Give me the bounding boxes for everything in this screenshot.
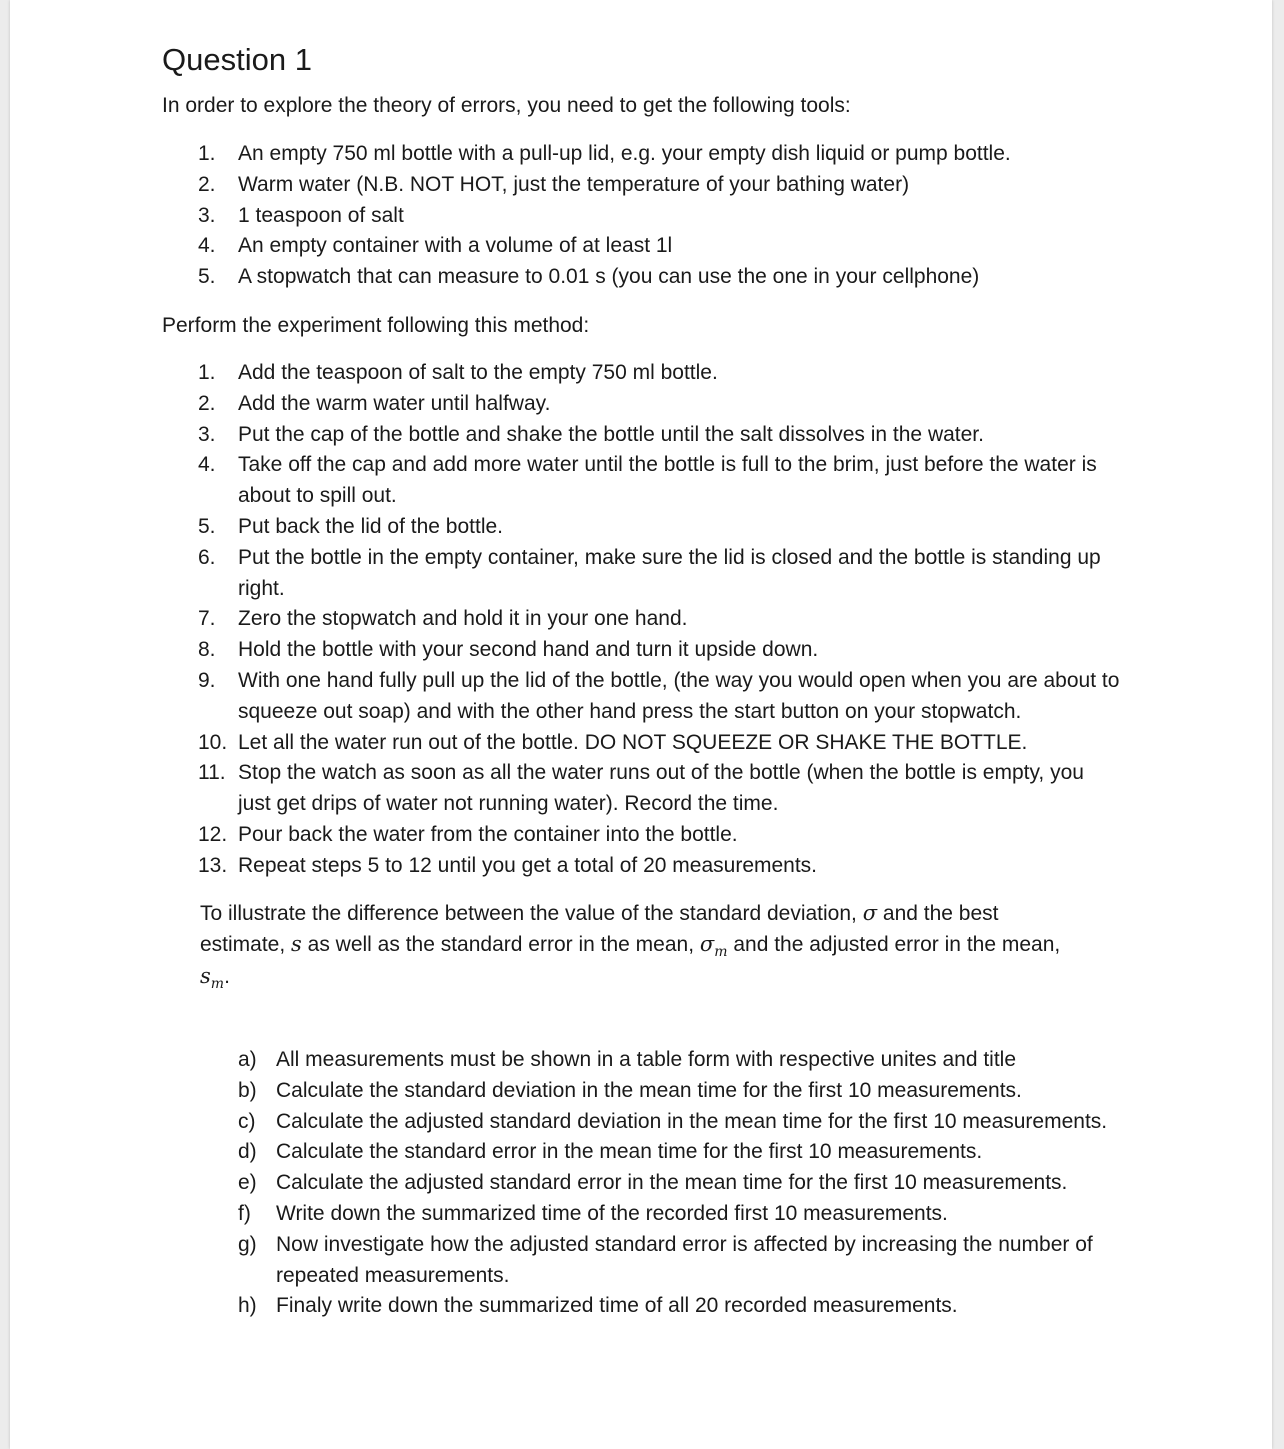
question-part	[162, 1076, 1122, 1107]
step-number: 8.	[198, 638, 216, 662]
question-parts-list	[162, 1045, 1122, 1322]
question-part	[162, 1107, 1122, 1138]
step-text: Put the cap of the bottle and shake the bottle until the salt dissolves in the water.	[238, 422, 984, 446]
illustrate-text-2: and the best estimate,	[200, 901, 999, 957]
method-step	[162, 820, 1122, 851]
step-text: Hold the bottle with your second hand and turn it upside down.	[238, 638, 819, 662]
step-text: Repeat steps 5 to 12 until you get a total of 20 measurements.	[238, 853, 818, 877]
sigma-symbol: σ	[862, 900, 878, 925]
step-number: 10.	[198, 730, 228, 754]
step-number: 7.	[198, 607, 216, 631]
part-text: All measurements must be shown in a table form with respective unites and title	[276, 1048, 1017, 1072]
question-part	[162, 1291, 1122, 1322]
part-text: Calculate the standard error in the mean time for the first 10 measurements.	[276, 1140, 983, 1164]
step-text: Zero the stopwatch and hold it in your one hand.	[238, 607, 688, 631]
tool-item	[162, 139, 1122, 170]
tool-text: 1 teaspoon of salt	[238, 203, 404, 227]
part-text: Calculate the adjusted standard error in the mean time for the first 10 measurements.	[276, 1171, 1068, 1195]
part-label: b)	[238, 1078, 257, 1102]
tool-item	[162, 201, 1122, 232]
step-number: 2.	[198, 391, 216, 415]
step-text: Let all the water run out of the bottle. DO NOT SQUEEZE OR SHAKE THE BOTTLE.	[238, 730, 1028, 754]
document-page	[10, 0, 1272, 1449]
illustration-paragraph	[200, 898, 1080, 993]
sigma-m-base: σ	[699, 932, 715, 957]
tool-number: 2.	[198, 172, 216, 196]
method-step	[162, 635, 1122, 666]
method-step	[162, 420, 1122, 451]
tool-item	[162, 262, 1122, 293]
step-number: 6.	[198, 545, 216, 569]
method-step	[162, 758, 1122, 820]
tool-item	[162, 231, 1122, 262]
step-text: With one hand fully pull up the lid of the bottle, (the way you would open when you are about to squeeze out soap) and with the other hand press the start button on your stopwatch.	[238, 668, 1120, 723]
step-text: Stop the watch as soon as all the water runs out of the bottle (when the bottle is empty, you just get drips of water not running water). Record the time.	[238, 761, 1084, 816]
illustrate-text-3: as well as the standard error in the mean,	[301, 933, 700, 957]
tool-number: 1.	[198, 142, 216, 165]
part-label: a)	[238, 1048, 257, 1072]
question-part	[162, 1045, 1122, 1076]
tool-text: An empty container with a volume of at least 1l	[238, 234, 673, 258]
part-text: Calculate the standard deviation in the mean time for the first 10 measurements.	[276, 1078, 1022, 1102]
step-number: 9.	[198, 668, 216, 692]
method-step	[162, 666, 1122, 728]
step-number: 5.	[198, 514, 216, 538]
step-number: 11.	[198, 761, 226, 785]
question-part	[162, 1230, 1122, 1292]
method-step	[162, 358, 1122, 389]
tool-number: 5.	[198, 265, 216, 289]
step-number: 4.	[198, 453, 216, 477]
part-label: g)	[238, 1232, 257, 1256]
illustrate-text-5: .	[224, 964, 230, 988]
question-part	[162, 1199, 1122, 1230]
method-step	[162, 728, 1122, 759]
part-text: Write down the summarized time of the recorded first 10 measurements.	[276, 1202, 948, 1226]
part-label: c)	[238, 1109, 256, 1133]
step-text: Add the teaspoon of salt to the empty 750 ml bottle.	[238, 360, 718, 384]
step-text: Put the bottle in the empty container, make sure the lid is closed and the bottle is standing up right.	[238, 545, 1101, 600]
method-step	[162, 512, 1122, 543]
part-label: h)	[238, 1294, 257, 1318]
document-content	[162, 38, 1122, 1322]
question-title: Question 1	[162, 42, 312, 77]
tool-text: An empty 750 ml bottle with a pull-up lid, e.g. your empty dish liquid or pump bottle.	[238, 142, 1011, 165]
part-label: d)	[238, 1140, 257, 1164]
method-step	[162, 450, 1122, 512]
step-text: Add the warm water until halfway.	[238, 391, 551, 415]
step-number: 3.	[198, 422, 216, 446]
sigma-m-symbol	[699, 932, 728, 961]
step-number: 12.	[198, 822, 228, 846]
part-label: e)	[238, 1171, 257, 1195]
method-step	[162, 604, 1122, 635]
method-step	[162, 543, 1122, 605]
tool-text: Warm water (N.B. NOT HOT, just the temperature of your bathing water)	[238, 172, 910, 196]
step-number: 1.	[198, 360, 216, 384]
part-text: Now investigate how the adjusted standard error is affected by increasing the number of repeated measurements.	[276, 1232, 1093, 1287]
s-m-base: s	[200, 963, 211, 988]
method-intro: Perform the experiment following this method:	[162, 313, 590, 337]
question-part	[162, 1137, 1122, 1168]
method-step	[162, 389, 1122, 420]
step-text: Take off the cap and add more water until the bottle is full to the brim, just before the water is about to spill out.	[238, 453, 1097, 508]
step-number: 13.	[198, 853, 228, 877]
tools-list	[162, 139, 1122, 293]
sigma-m-subscript: m	[714, 944, 728, 961]
step-text: Pour back the water from the container into the bottle.	[238, 822, 738, 846]
s-symbol: s	[291, 932, 302, 957]
part-label: f)	[238, 1202, 251, 1226]
tool-item	[162, 170, 1122, 201]
method-step	[162, 851, 1122, 882]
question-part	[162, 1168, 1122, 1199]
step-text: Put back the lid of the bottle.	[238, 514, 504, 538]
tools-intro: In order to explore the theory of errors, you need to get the following tools:	[162, 94, 851, 117]
part-text: Calculate the adjusted standard deviation in the mean time for the first 10 measurements.	[276, 1109, 1108, 1133]
s-m-symbol	[200, 963, 225, 992]
tool-number: 3.	[198, 203, 216, 227]
tool-text: A stopwatch that can measure to 0.01 s (you can use the one in your cellphone)	[238, 265, 980, 289]
illustrate-text-4: and the adjusted error in the mean,	[727, 933, 1061, 957]
tool-number: 4.	[198, 234, 216, 258]
method-steps-list	[162, 358, 1122, 882]
part-text: Finaly write down the summarized time of all 20 recorded measurements.	[276, 1294, 958, 1318]
s-m-subscript: m	[210, 975, 225, 992]
illustrate-text-1: To illustrate the difference between the value of the standard deviation,	[200, 901, 863, 925]
